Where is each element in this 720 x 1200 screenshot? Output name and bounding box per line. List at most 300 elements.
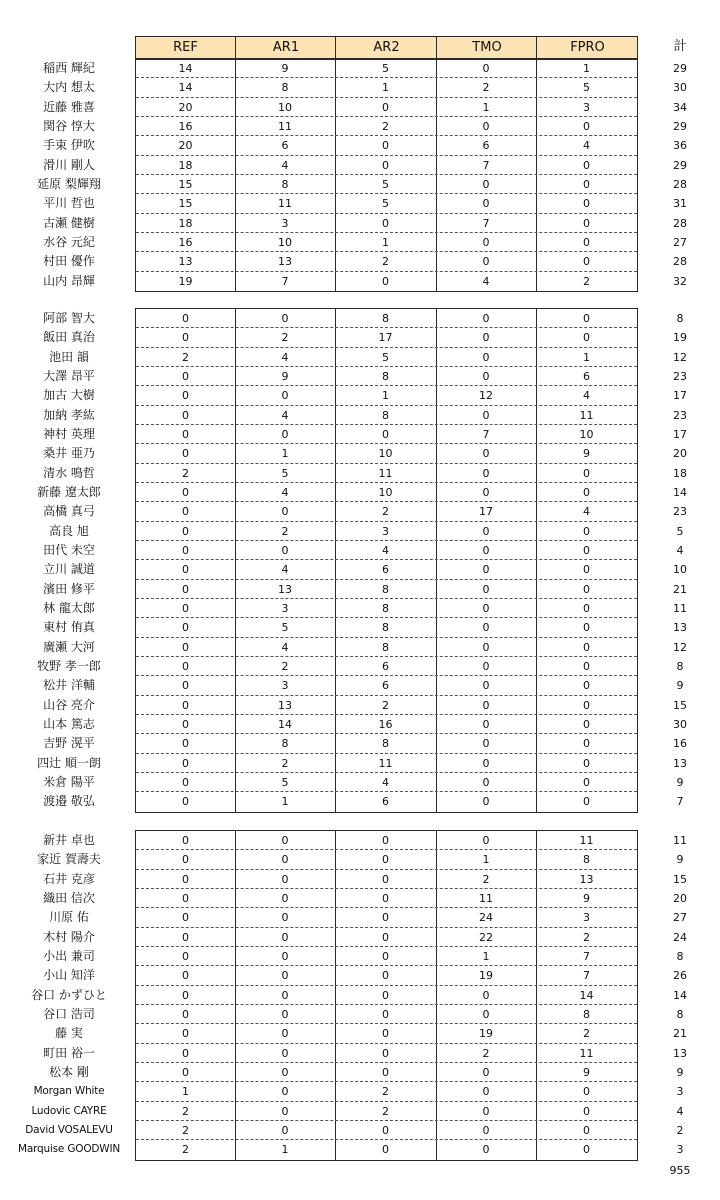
cell-ar2: 0 <box>382 158 389 172</box>
cell-fpro: 2 <box>583 274 590 288</box>
cell-ar1: 2 <box>281 756 289 770</box>
row-total: 8 <box>676 949 684 963</box>
cell-ar1: 3 <box>281 601 289 615</box>
cell-fpro: 0 <box>583 1104 590 1118</box>
cell-fpro: 4 <box>583 139 590 153</box>
cell-tmo: 24 <box>479 911 493 925</box>
cell-ref: 0 <box>182 621 189 635</box>
cell-ref: 1 <box>182 1085 189 1099</box>
table-row <box>136 773 637 792</box>
column-header-ar1: AR1 <box>235 37 336 59</box>
row-total: 34 <box>673 100 687 114</box>
cell-ar1: 13 <box>278 698 292 712</box>
cell-fpro: 0 <box>583 621 590 635</box>
table-row <box>136 966 637 985</box>
cell-ar1: 4 <box>281 408 289 422</box>
table-row <box>136 696 637 715</box>
cell-tmo: 2 <box>482 1046 490 1060</box>
table-row <box>136 1024 637 1043</box>
cell-ref: 0 <box>182 1046 189 1060</box>
table-row <box>136 889 637 908</box>
referee-name: 新井 卓也 <box>43 833 95 847</box>
cell-fpro: 14 <box>579 988 594 1002</box>
table-row <box>136 792 637 811</box>
table-row <box>136 947 637 966</box>
cell-ar2: 0 <box>382 1143 389 1157</box>
referee-name: 村田 優作 <box>43 254 95 269</box>
cell-ref: 0 <box>182 891 189 905</box>
table-row <box>136 98 637 117</box>
cell-ar2: 0 <box>382 100 389 114</box>
cell-fpro: 11 <box>579 834 594 847</box>
table-row <box>136 638 637 657</box>
cell-ar2: 5 <box>382 177 389 191</box>
cell-ar1: 10 <box>278 100 292 114</box>
cell-ar1: 10 <box>278 235 292 249</box>
cell-ref: 0 <box>182 331 189 345</box>
cell-fpro: 0 <box>583 756 590 770</box>
row-total: 28 <box>673 177 687 191</box>
referee-name: 濱田 修平 <box>43 581 95 596</box>
referee-name: Ludovic CAYRE <box>31 1104 107 1117</box>
cell-ar2: 0 <box>382 853 389 867</box>
cell-ar1: 8 <box>281 177 289 191</box>
cell-ref: 0 <box>182 505 189 519</box>
cell-ar2: 0 <box>382 1065 389 1079</box>
referee-name: 立川 誠道 <box>43 562 95 577</box>
cell-ar2: 0 <box>382 274 389 288</box>
table-row <box>136 522 637 541</box>
table-row <box>136 831 637 850</box>
cell-ar1: 1 <box>281 795 289 809</box>
cell-ar2: 11 <box>378 756 393 770</box>
cell-tmo: 0 <box>482 601 490 615</box>
cell-ar2: 8 <box>382 640 389 654</box>
cell-fpro: 0 <box>583 485 590 499</box>
cell-fpro: 0 <box>583 640 590 654</box>
cell-tmo: 0 <box>482 408 490 422</box>
cell-fpro: 0 <box>583 1123 590 1137</box>
cell-tmo: 0 <box>482 177 490 191</box>
cell-fpro: 4 <box>583 389 590 403</box>
cell-tmo: 0 <box>482 1065 490 1079</box>
cell-fpro: 9 <box>583 891 590 905</box>
row-total: 30 <box>673 717 687 731</box>
referee-name: 水谷 元紀 <box>43 234 95 249</box>
cell-tmo: 0 <box>482 621 490 635</box>
cell-ar1: 0 <box>281 834 289 847</box>
cell-ref: 0 <box>182 1065 189 1079</box>
row-total: 16 <box>673 737 687 751</box>
cell-ar1: 0 <box>281 1027 289 1041</box>
table-row <box>136 502 637 521</box>
cell-ar1: 0 <box>281 312 289 325</box>
cell-ar2: 0 <box>382 1046 389 1060</box>
row-total: 4 <box>676 543 684 557</box>
cell-tmo: 0 <box>482 1007 490 1021</box>
cell-ref: 16 <box>178 235 193 249</box>
cell-ref: 0 <box>182 795 189 809</box>
cell-tmo: 0 <box>482 119 490 133</box>
cell-tmo: 0 <box>482 485 490 499</box>
cell-tmo: 0 <box>482 1104 490 1118</box>
cell-tmo: 19 <box>479 1027 493 1041</box>
row-total: 8 <box>676 659 684 673</box>
cell-ar1: 4 <box>281 350 289 364</box>
table-row <box>136 444 637 463</box>
cell-fpro: 0 <box>583 737 590 751</box>
cell-ar1: 13 <box>278 582 292 596</box>
cell-tmo: 0 <box>482 775 490 789</box>
cell-ar2: 4 <box>382 775 389 789</box>
cell-ar2: 0 <box>382 1027 389 1041</box>
cell-ar2: 2 <box>382 1104 389 1118</box>
cell-fpro: 0 <box>583 659 590 673</box>
cell-ar1: 4 <box>281 563 289 577</box>
cell-tmo: 0 <box>482 62 490 75</box>
referee-name: 大内 想太 <box>43 80 95 95</box>
referee-name: 東村 侑真 <box>43 620 95 635</box>
cell-ref: 0 <box>182 834 189 847</box>
cell-fpro: 0 <box>583 216 590 230</box>
row-total: 21 <box>673 582 687 596</box>
cell-ar2: 6 <box>382 679 389 693</box>
cell-ar1: 4 <box>281 158 289 172</box>
cell-fpro: 0 <box>583 524 590 538</box>
table-row <box>136 715 637 734</box>
referee-name: 飯田 真治 <box>43 330 95 345</box>
row-total: 15 <box>673 872 687 886</box>
referee-name: 山本 篤志 <box>43 716 95 731</box>
cell-ar1: 0 <box>281 969 289 983</box>
cell-tmo: 0 <box>482 640 490 654</box>
cell-fpro: 0 <box>583 582 590 596</box>
referee-name: David VOSALEVU <box>25 1123 113 1136</box>
cell-fpro: 0 <box>583 312 590 325</box>
row-total: 12 <box>673 640 687 654</box>
table-row <box>136 1044 637 1063</box>
cell-ar1: 9 <box>281 62 289 75</box>
table-row <box>136 1063 637 1082</box>
cell-ar2: 1 <box>382 389 389 403</box>
table-row <box>136 348 637 367</box>
referee-name: 古瀬 健樹 <box>43 215 95 230</box>
cell-ar2: 0 <box>382 1123 389 1137</box>
cell-tmo: 19 <box>479 969 493 983</box>
cell-tmo: 7 <box>482 158 490 172</box>
cell-tmo: 2 <box>482 872 490 886</box>
referee-name: 加納 孝紘 <box>43 407 95 422</box>
cell-ar1: 0 <box>281 930 289 944</box>
row-total: 36 <box>673 139 687 153</box>
cell-ar2: 8 <box>382 312 389 325</box>
table-row <box>136 560 637 579</box>
cell-ref: 0 <box>182 969 189 983</box>
cell-fpro: 13 <box>579 872 594 886</box>
cell-ar1: 0 <box>281 988 289 1002</box>
cell-ar1: 4 <box>281 485 289 499</box>
cell-fpro: 0 <box>583 563 590 577</box>
cell-fpro: 0 <box>583 795 590 809</box>
cell-fpro: 0 <box>583 255 590 269</box>
table-row <box>136 618 637 637</box>
row-total: 10 <box>673 563 687 577</box>
row-total: 17 <box>673 389 687 403</box>
row-total: 9 <box>676 1065 684 1079</box>
cell-tmo: 0 <box>482 369 490 383</box>
cell-ref: 0 <box>182 930 189 944</box>
referee-name: Marquise GOODWIN <box>17 1143 120 1156</box>
table-row <box>136 175 637 194</box>
row-total: 28 <box>673 255 687 269</box>
cell-fpro: 9 <box>583 1065 590 1079</box>
cell-ar2: 0 <box>382 930 389 944</box>
cell-tmo: 12 <box>479 389 493 403</box>
cell-ar1: 13 <box>278 255 292 269</box>
cell-fpro: 1 <box>583 62 590 75</box>
row-total: 32 <box>673 274 687 288</box>
cell-ar2: 0 <box>382 949 389 963</box>
cell-ar1: 0 <box>281 853 289 867</box>
cell-fpro: 7 <box>583 949 590 963</box>
table-row <box>136 425 637 444</box>
referee-name: 高良 旭 <box>49 523 89 538</box>
column-header-tmo: TMO <box>436 37 537 59</box>
table-row <box>136 657 637 676</box>
cell-ar2: 0 <box>382 911 389 925</box>
cell-ref: 0 <box>182 698 189 712</box>
cell-tmo: 1 <box>482 949 490 963</box>
cell-fpro: 0 <box>583 1085 590 1099</box>
cell-tmo: 0 <box>482 737 490 751</box>
cell-tmo: 11 <box>479 891 493 905</box>
cell-ref: 0 <box>182 1007 189 1021</box>
cell-tmo: 17 <box>479 505 493 519</box>
cell-fpro: 3 <box>583 100 590 114</box>
table-row <box>136 483 637 502</box>
cell-tmo: 0 <box>482 698 490 712</box>
row-total: 29 <box>673 119 687 133</box>
referee-name: 近藤 雅喜 <box>43 99 95 114</box>
column-header-ar2: AR2 <box>335 37 437 59</box>
cell-ref: 0 <box>182 543 189 557</box>
cell-ref: 2 <box>182 1123 189 1137</box>
cell-ar1: 0 <box>281 872 289 886</box>
row-total: 18 <box>673 466 687 480</box>
row-total: 21 <box>673 1027 687 1041</box>
cell-ref: 0 <box>182 312 189 325</box>
cell-fpro: 4 <box>583 505 590 519</box>
cell-ar1: 2 <box>281 659 289 673</box>
cell-ref: 0 <box>182 485 189 499</box>
referee-name: 大澤 昂平 <box>43 368 95 383</box>
cell-ar1: 1 <box>281 1143 289 1157</box>
referee-name: 藤 実 <box>55 1026 83 1041</box>
cell-ref: 0 <box>182 640 189 654</box>
column-header-ref: REF <box>173 40 198 55</box>
cell-fpro: 6 <box>583 369 590 383</box>
cell-ar1: 8 <box>281 81 289 95</box>
cell-ar2: 8 <box>382 737 389 751</box>
cell-ar1: 0 <box>281 1104 289 1118</box>
referee-name: 田代 未空 <box>43 542 95 557</box>
cell-ar2: 11 <box>378 466 393 480</box>
cell-ar1: 9 <box>281 369 289 383</box>
table-row <box>136 156 637 175</box>
cell-ar2: 0 <box>382 834 389 847</box>
cell-tmo: 0 <box>482 659 490 673</box>
row-total: 7 <box>676 795 684 809</box>
table-row <box>136 850 637 869</box>
cell-ref: 0 <box>182 737 189 751</box>
cell-ar2: 5 <box>382 197 389 211</box>
cell-tmo: 0 <box>482 312 490 325</box>
referee-name: 阿部 智大 <box>43 311 95 325</box>
cell-ref: 0 <box>182 582 189 596</box>
table-row <box>136 252 637 271</box>
referee-name: 小出 兼司 <box>43 948 95 963</box>
cell-tmo: 7 <box>482 216 490 230</box>
table-row <box>136 580 637 599</box>
table-row <box>136 870 637 889</box>
cell-ar1: 0 <box>281 1085 289 1099</box>
cell-ar2: 8 <box>382 408 389 422</box>
cell-ar2: 2 <box>382 119 389 133</box>
cell-ar2: 6 <box>382 563 389 577</box>
cell-ar1: 3 <box>281 679 289 693</box>
cell-tmo: 0 <box>482 466 490 480</box>
column-header-total: 計 <box>673 39 687 54</box>
cell-ar1: 0 <box>281 427 289 441</box>
referee-name: 清水 鳴哲 <box>43 465 95 480</box>
cell-ref: 0 <box>182 601 189 615</box>
table-group <box>135 308 638 813</box>
referee-name: 四辻 順一朗 <box>37 755 101 770</box>
cell-fpro: 0 <box>583 775 590 789</box>
cell-tmo: 0 <box>482 543 490 557</box>
row-total: 27 <box>673 911 687 925</box>
row-total: 15 <box>673 698 687 712</box>
row-total: 23 <box>673 408 687 422</box>
table-row <box>136 272 637 291</box>
cell-fpro: 0 <box>583 158 590 172</box>
cell-ref: 16 <box>178 119 193 133</box>
cell-ref: 0 <box>182 872 189 886</box>
cell-ref: 0 <box>182 563 189 577</box>
cell-ar1: 6 <box>281 139 289 153</box>
referee-name: 稲西 輝紀 <box>43 61 95 75</box>
cell-tmo: 6 <box>482 139 490 153</box>
referee-name: 家近 賀壽夫 <box>37 852 101 867</box>
cell-tmo: 0 <box>482 834 490 847</box>
referee-name: 関谷 惇大 <box>43 118 95 133</box>
cell-ref: 0 <box>182 988 189 1002</box>
referee-name: 吉野 滉平 <box>43 736 95 751</box>
cell-ar2: 0 <box>382 872 389 886</box>
cell-tmo: 1 <box>482 100 490 114</box>
row-total: 14 <box>673 485 687 499</box>
table-header <box>135 36 638 60</box>
cell-ar2: 3 <box>382 524 389 538</box>
referee-name: Morgan White <box>33 1085 105 1098</box>
cell-ref: 0 <box>182 775 189 789</box>
cell-fpro: 0 <box>583 235 590 249</box>
table-row <box>136 136 637 155</box>
cell-ar2: 0 <box>382 427 389 441</box>
table-row <box>136 117 637 136</box>
referee-name: 牧野 孝一郎 <box>37 658 101 673</box>
cell-fpro: 8 <box>583 853 590 867</box>
cell-ref: 0 <box>182 369 189 383</box>
cell-tmo: 0 <box>482 563 490 577</box>
cell-ar1: 14 <box>278 717 292 731</box>
cell-ar1: 11 <box>278 119 292 133</box>
cell-fpro: 9 <box>583 447 590 461</box>
cell-ar2: 6 <box>382 659 389 673</box>
cell-fpro: 0 <box>583 601 590 615</box>
row-total: 8 <box>676 1007 684 1021</box>
cell-tmo: 0 <box>482 331 490 345</box>
table-row <box>136 1140 637 1159</box>
cell-fpro: 1 <box>583 350 590 364</box>
cell-tmo: 0 <box>482 795 490 809</box>
cell-ref: 20 <box>178 139 193 153</box>
cell-ref: 15 <box>178 197 193 211</box>
cell-ar2: 0 <box>382 1007 389 1021</box>
table-row <box>136 986 637 1005</box>
cell-tmo: 0 <box>482 197 490 211</box>
cell-fpro: 3 <box>583 911 590 925</box>
cell-ar2: 1 <box>382 81 389 95</box>
grand-total: 955 <box>669 1164 691 1177</box>
cell-ar1: 5 <box>281 466 289 480</box>
cell-tmo: 22 <box>479 930 493 944</box>
referee-name: 廣瀬 大河 <box>43 639 95 654</box>
referee-name: 山内 昂輝 <box>43 273 95 288</box>
table-row <box>136 59 637 78</box>
cell-tmo: 2 <box>482 81 490 95</box>
referee-name: 池田 韻 <box>49 349 89 364</box>
cell-tmo: 4 <box>482 274 490 288</box>
cell-fpro: 0 <box>583 698 590 712</box>
cell-ref: 0 <box>182 756 189 770</box>
referee-name: 米倉 陽平 <box>43 774 95 789</box>
cell-tmo: 7 <box>482 427 490 441</box>
table-row <box>136 1102 637 1121</box>
cell-ar2: 2 <box>382 505 389 519</box>
cell-ref: 0 <box>182 1027 189 1041</box>
referee-name: 町田 裕一 <box>43 1045 95 1060</box>
table-row <box>136 78 637 97</box>
referee-name: 木村 陽介 <box>43 929 95 944</box>
referee-name: 平川 哲也 <box>43 196 95 211</box>
cell-ref: 0 <box>182 659 189 673</box>
row-total: 9 <box>676 853 684 867</box>
cell-ref: 2 <box>182 1143 189 1157</box>
row-total: 29 <box>673 158 687 172</box>
cell-fpro: 0 <box>583 331 590 345</box>
cell-ar2: 6 <box>382 795 389 809</box>
cell-fpro: 7 <box>583 969 590 983</box>
cell-ar2: 2 <box>382 698 389 712</box>
cell-ref: 0 <box>182 389 189 403</box>
cell-ref: 20 <box>178 100 193 114</box>
cell-ar2: 2 <box>382 255 389 269</box>
cell-ref: 13 <box>178 255 193 269</box>
cell-ar1: 0 <box>281 1007 289 1021</box>
cell-ar1: 0 <box>281 891 289 905</box>
referee-name: 新藤 遼太郎 <box>37 484 101 499</box>
